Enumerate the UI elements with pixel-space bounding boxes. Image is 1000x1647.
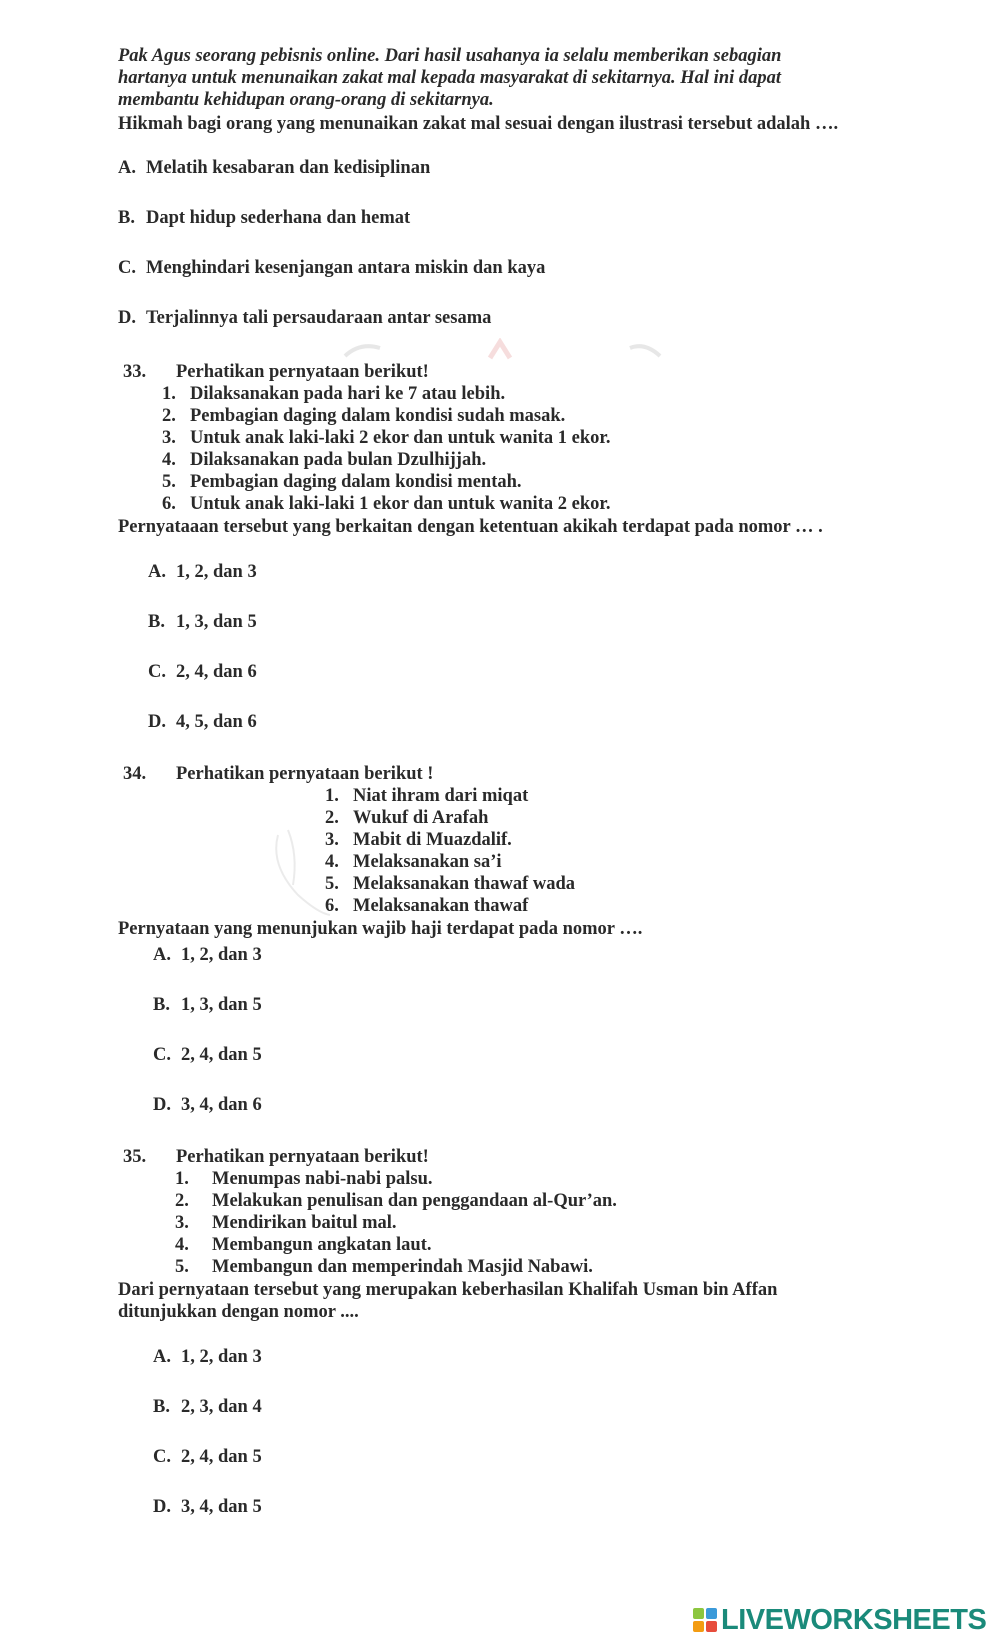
question-number: 34. (123, 764, 147, 784)
question-prompt: Perhatikan pernyataan berikut! (176, 1147, 429, 1167)
list-item: 1. Dilaksanakan pada hari ke 7 atau lebih. (162, 384, 506, 404)
list-item: 3. Mendirikan baitul mal. (175, 1213, 397, 1233)
story-line: hartanya untuk menunaikan zakat mal kepada masyarakat di sekitarnya. Hal ini dapat (118, 68, 782, 88)
option-c[interactable]: C. 2, 4, dan 6 (148, 662, 257, 682)
list-item: 2. Pembagian daging dalam kondisi sudah masak. (162, 406, 566, 426)
list-item: 4. Melaksanakan sa’i (325, 852, 502, 872)
option-b[interactable]: B. 1, 3, dan 5 (153, 995, 262, 1015)
question-number: 35. (123, 1147, 147, 1167)
list-item: 1. Niat ihram dari miqat (325, 786, 529, 806)
option-d[interactable]: D. 4, 5, dan 6 (148, 712, 257, 732)
list-item: 5. Melaksanakan thawaf wada (325, 874, 576, 894)
list-item: 4. Membangun angkatan laut. (175, 1235, 432, 1255)
list-item: 1. Menumpas nabi-nabi palsu. (175, 1169, 433, 1189)
option-c[interactable]: C. Menghindari kesenjangan antara miskin dan kaya (118, 258, 546, 278)
option-b[interactable]: B. Dapt hidup sederhana dan hemat (118, 208, 411, 228)
list-item: 6. Melaksanakan thawaf (325, 896, 529, 916)
list-item: 6. Untuk anak laki-laki 1 ekor dan untuk wanita 2 ekor. (162, 494, 611, 514)
option-c[interactable]: C. 2, 4, dan 5 (153, 1045, 262, 1065)
option-b[interactable]: B. 2, 3, dan 4 (153, 1397, 262, 1417)
logo-text: LIVEWORKSHEETS (721, 1603, 987, 1636)
question-prompt: Perhatikan pernyataan berikut ! (176, 764, 434, 784)
liveworksheets-logo[interactable] (693, 1604, 986, 1636)
question-number: 33. (123, 362, 147, 382)
list-item: 3. Mabit di Muazdalif. (325, 830, 512, 850)
option-a[interactable]: A. 1, 2, dan 3 (153, 945, 262, 965)
option-d[interactable]: D. Terjalinnya tali persaudaraan antar sesama (118, 308, 492, 328)
question-text: Pernyataan yang menunjukan wajib haji terdapat pada nomor …. (118, 919, 643, 939)
question-prompt: Perhatikan pernyataan berikut! (176, 362, 429, 382)
option-b[interactable]: B. 1, 3, dan 5 (148, 612, 257, 632)
question-text: Pernyataaan tersebut yang berkaitan dengan ketentuan akikah terdapat pada nomor … . (118, 517, 823, 537)
liveworksheets-logo-icon (693, 1608, 717, 1632)
question-text: ditunjukkan dengan nomor .... (118, 1302, 359, 1322)
option-a[interactable]: A. 1, 2, dan 3 (153, 1347, 262, 1367)
option-d[interactable]: D. 3, 4, dan 5 (153, 1497, 262, 1517)
option-d[interactable]: D. 3, 4, dan 6 (153, 1095, 262, 1115)
question-text: Hikmah bagi orang yang menunaikan zakat mal sesuai dengan ilustrasi tersebut adalah …. (118, 114, 839, 134)
list-item: 2. Wukuf di Arafah (325, 808, 489, 828)
list-item: 3. Untuk anak laki-laki 2 ekor dan untuk wanita 1 ekor. (162, 428, 611, 448)
story-line: Pak Agus seorang pebisnis online. Dari hasil usahanya ia selalu memberikan sebagian (118, 46, 782, 66)
option-a[interactable]: A. Melatih kesabaran dan kedisiplinan (118, 158, 431, 178)
list-item: 2. Melakukan penulisan dan penggandaan al-Qur’an. (175, 1191, 617, 1211)
option-c[interactable]: C. 2, 4, dan 5 (153, 1447, 262, 1467)
watermark-fragment (340, 338, 680, 360)
story-line: membantu kehidupan orang-orang di sekitarnya. (118, 90, 494, 110)
list-item: 5. Membangun dan memperindah Masjid Nabawi. (175, 1257, 593, 1277)
list-item: 5. Pembagian daging dalam kondisi mentah. (162, 472, 522, 492)
question-text: Dari pernyataan tersebut yang merupakan keberhasilan Khalifah Usman bin Affan (118, 1280, 778, 1300)
list-item: 4. Dilaksanakan pada bulan Dzulhijjah. (162, 450, 487, 470)
option-a[interactable]: A. 1, 2, dan 3 (148, 562, 257, 582)
